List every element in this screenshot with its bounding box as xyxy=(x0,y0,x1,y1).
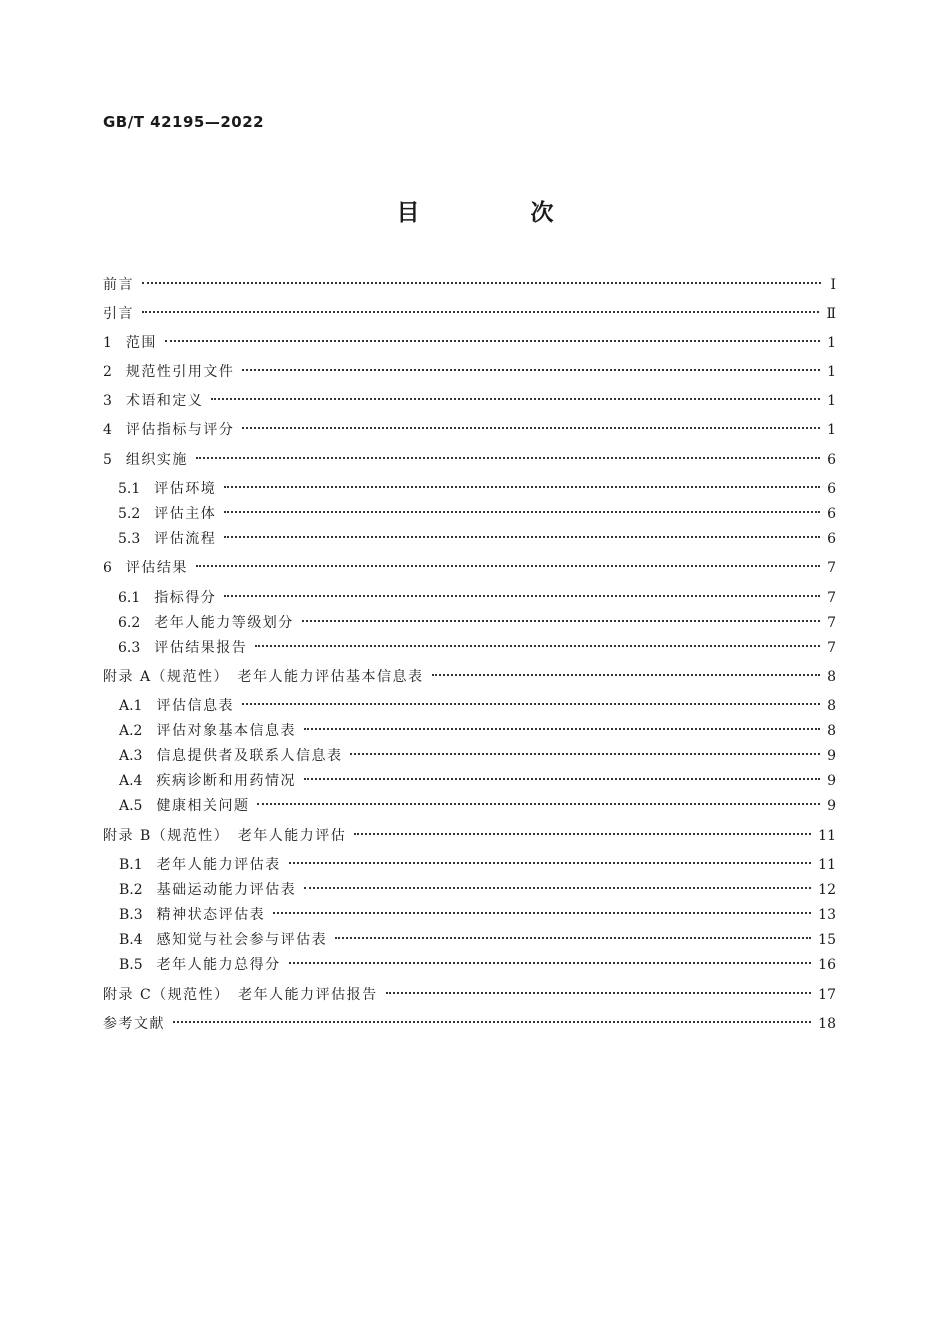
toc-entry-label: 评估指标与评分 xyxy=(125,422,235,438)
toc-entry-label: 指标得分 xyxy=(154,590,217,606)
toc-entry-page-number: 1 xyxy=(827,335,836,351)
dot-leader xyxy=(289,962,812,964)
toc-entry-page-number: 9 xyxy=(827,773,836,789)
toc-entry-label: 规范性引用文件 xyxy=(125,364,235,380)
toc-entry[interactable] xyxy=(103,304,836,324)
dot-leader xyxy=(304,778,820,780)
toc-entry-label: 健康相关问题 xyxy=(156,798,250,814)
toc-entry[interactable] xyxy=(118,479,836,499)
toc-entry-number: 3 xyxy=(103,393,112,409)
toc-entry-page-number: 6 xyxy=(827,531,836,547)
toc-entry-label: 基础运动能力评估表 xyxy=(156,882,297,898)
dot-leader xyxy=(335,937,811,939)
toc-entry-number: B.5 xyxy=(119,957,143,973)
toc-entry-page-number: 6 xyxy=(827,452,836,468)
dot-leader xyxy=(302,620,820,622)
toc-entry-page-number: 1 xyxy=(827,422,836,438)
toc-entry-label: 评估流程 xyxy=(154,531,217,547)
dot-leader xyxy=(142,282,821,284)
toc-entry-page-number: 8 xyxy=(827,723,836,739)
toc-entry[interactable] xyxy=(118,588,836,608)
toc-entry-page-number: 12 xyxy=(818,882,836,898)
toc-entry-label: 精神状态评估表 xyxy=(156,907,266,923)
toc-entry[interactable] xyxy=(118,529,836,549)
dot-leader xyxy=(224,486,820,488)
dot-leader xyxy=(255,645,820,647)
toc-entry-page-number: 8 xyxy=(827,669,836,685)
dot-leader xyxy=(196,457,820,459)
toc-entry-page-number: 8 xyxy=(827,698,836,714)
toc-entry[interactable] xyxy=(103,275,836,295)
toc-entry-label: 附录 A（规范性） 老年人能力评估基本信息表 xyxy=(103,669,424,685)
toc-entry[interactable] xyxy=(119,796,836,816)
toc-entry-label: 感知觉与社会参与评估表 xyxy=(156,932,328,948)
dot-leader xyxy=(354,833,811,835)
toc-entry[interactable] xyxy=(103,420,836,440)
toc-entry-label: 组织实施 xyxy=(125,452,188,468)
toc-entry-page-number: 6 xyxy=(827,481,836,497)
toc-entry-number: 6 xyxy=(103,560,112,576)
toc-entry-label: 附录 B（规范性） 老年人能力评估 xyxy=(103,828,347,844)
toc-entry-page-number: 18 xyxy=(818,1016,836,1032)
toc-entry-page-number: 7 xyxy=(827,615,836,631)
dot-leader xyxy=(242,703,820,705)
toc-entry-page-number: 13 xyxy=(818,907,836,923)
toc-entry-label: 老年人能力评估表 xyxy=(156,857,281,873)
toc-entry[interactable] xyxy=(119,930,836,950)
toc-entry-number: A.4 xyxy=(119,773,143,789)
toc-entry-page-number: 17 xyxy=(818,987,836,1003)
standard-code: GB/T 42195—2022 xyxy=(103,113,265,131)
dot-leader xyxy=(224,595,820,597)
dot-leader xyxy=(304,887,811,889)
page-title: 目 次 xyxy=(396,200,598,226)
toc-entry-number: 4 xyxy=(103,422,112,438)
toc-entry[interactable] xyxy=(119,880,836,900)
dot-leader xyxy=(273,912,811,914)
toc-entry[interactable] xyxy=(119,771,836,791)
toc-entry-label: 评估结果报告 xyxy=(154,640,248,656)
toc-entry-label: 范围 xyxy=(125,335,157,351)
dot-leader xyxy=(242,369,820,371)
toc-entry-label: 参考文献 xyxy=(103,1016,165,1032)
dot-leader xyxy=(142,311,819,313)
dot-leader xyxy=(432,674,821,676)
toc-entry[interactable] xyxy=(119,696,836,716)
toc-entry-page-number: 1 xyxy=(827,364,836,380)
toc-entry-page-number: 7 xyxy=(827,640,836,656)
toc-entry-page-number: 6 xyxy=(827,506,836,522)
toc-entry-label: 评估主体 xyxy=(154,506,217,522)
dot-leader xyxy=(224,511,820,513)
toc-entry-number: 5.1 xyxy=(118,481,141,497)
dot-leader xyxy=(350,753,820,755)
toc-entry-number: 6.3 xyxy=(118,640,141,656)
toc-entry-page-number: 7 xyxy=(827,560,836,576)
toc-entry[interactable] xyxy=(119,955,836,975)
toc-entry[interactable] xyxy=(119,746,836,766)
dot-leader xyxy=(173,1021,811,1023)
toc-entry-page-number: 7 xyxy=(827,590,836,606)
toc-entry[interactable] xyxy=(118,638,836,658)
toc-entry[interactable] xyxy=(118,504,836,524)
toc-entry-label: 老年人能力等级划分 xyxy=(154,615,294,631)
toc-entry[interactable] xyxy=(103,826,836,846)
dot-leader xyxy=(242,427,820,429)
toc-entry-number: 6.1 xyxy=(118,590,141,606)
toc-entry-page-number: 1 xyxy=(827,393,836,409)
toc-entry-number: A.3 xyxy=(119,748,143,764)
toc-entry-number: 1 xyxy=(103,335,112,351)
toc-entry[interactable] xyxy=(103,450,836,470)
toc-entry-label: 前言 xyxy=(103,277,134,293)
toc-entry-page-number: 9 xyxy=(827,748,836,764)
toc-entry-page-number: 15 xyxy=(818,932,836,948)
toc-entry[interactable] xyxy=(119,721,836,741)
toc-entry-label: 评估环境 xyxy=(154,481,217,497)
toc-entry[interactable] xyxy=(103,391,836,411)
toc-entry-number: 5.2 xyxy=(118,506,141,522)
toc-entry-label: 信息提供者及联系人信息表 xyxy=(156,748,343,764)
dot-leader xyxy=(289,862,812,864)
toc-entry-number: B.1 xyxy=(119,857,143,873)
toc-entry-number: A.1 xyxy=(119,698,143,714)
toc-entry-number: B.2 xyxy=(119,882,143,898)
toc-entry-page-number: 16 xyxy=(818,957,836,973)
toc-entry-label: 疾病诊断和用药情况 xyxy=(156,773,296,789)
toc-entry-number: B.4 xyxy=(119,932,143,948)
toc-entry-label: 评估对象基本信息表 xyxy=(156,723,296,739)
toc-entry[interactable] xyxy=(103,1014,836,1034)
dot-leader xyxy=(211,398,820,400)
toc-entry-label: 评估结果 xyxy=(125,560,188,576)
toc-entry-label: 附录 C（规范性） 老年人能力评估报告 xyxy=(103,987,378,1003)
toc-entry-number: 5.3 xyxy=(118,531,141,547)
dot-leader xyxy=(257,803,820,805)
toc-entry-page-number: 9 xyxy=(827,798,836,814)
dot-leader xyxy=(196,565,820,567)
toc-entry-label: 术语和定义 xyxy=(125,393,204,409)
toc-entry[interactable] xyxy=(119,905,836,925)
toc-entry[interactable] xyxy=(103,362,836,382)
toc-entry-page-number: Ⅰ xyxy=(830,277,836,293)
toc-entry-number: 6.2 xyxy=(118,615,141,631)
toc-entry-number: A.5 xyxy=(119,798,143,814)
toc-entry-number: A.2 xyxy=(119,723,143,739)
toc-entry-page-number: 11 xyxy=(818,857,836,873)
dot-leader xyxy=(386,992,812,994)
toc-entry[interactable] xyxy=(103,667,836,687)
toc-entry[interactable] xyxy=(118,613,836,633)
dot-leader xyxy=(304,728,820,730)
toc-entry-label: 老年人能力总得分 xyxy=(156,957,281,973)
toc-entry-number: 2 xyxy=(103,364,112,380)
toc-entry[interactable] xyxy=(103,333,836,353)
dot-leader xyxy=(165,340,820,342)
dot-leader xyxy=(224,536,820,538)
toc-entry[interactable] xyxy=(103,558,836,578)
toc-entry[interactable] xyxy=(103,985,836,1005)
toc-entry-number: B.3 xyxy=(119,907,143,923)
toc-entry[interactable] xyxy=(119,855,836,875)
toc-entry-number: 5 xyxy=(103,452,112,468)
toc-entry-label: 评估信息表 xyxy=(156,698,234,714)
toc-entry-page-number: 11 xyxy=(818,828,836,844)
toc-entry-label: 引言 xyxy=(103,306,134,322)
toc-entry-page-number: Ⅱ xyxy=(826,306,836,322)
